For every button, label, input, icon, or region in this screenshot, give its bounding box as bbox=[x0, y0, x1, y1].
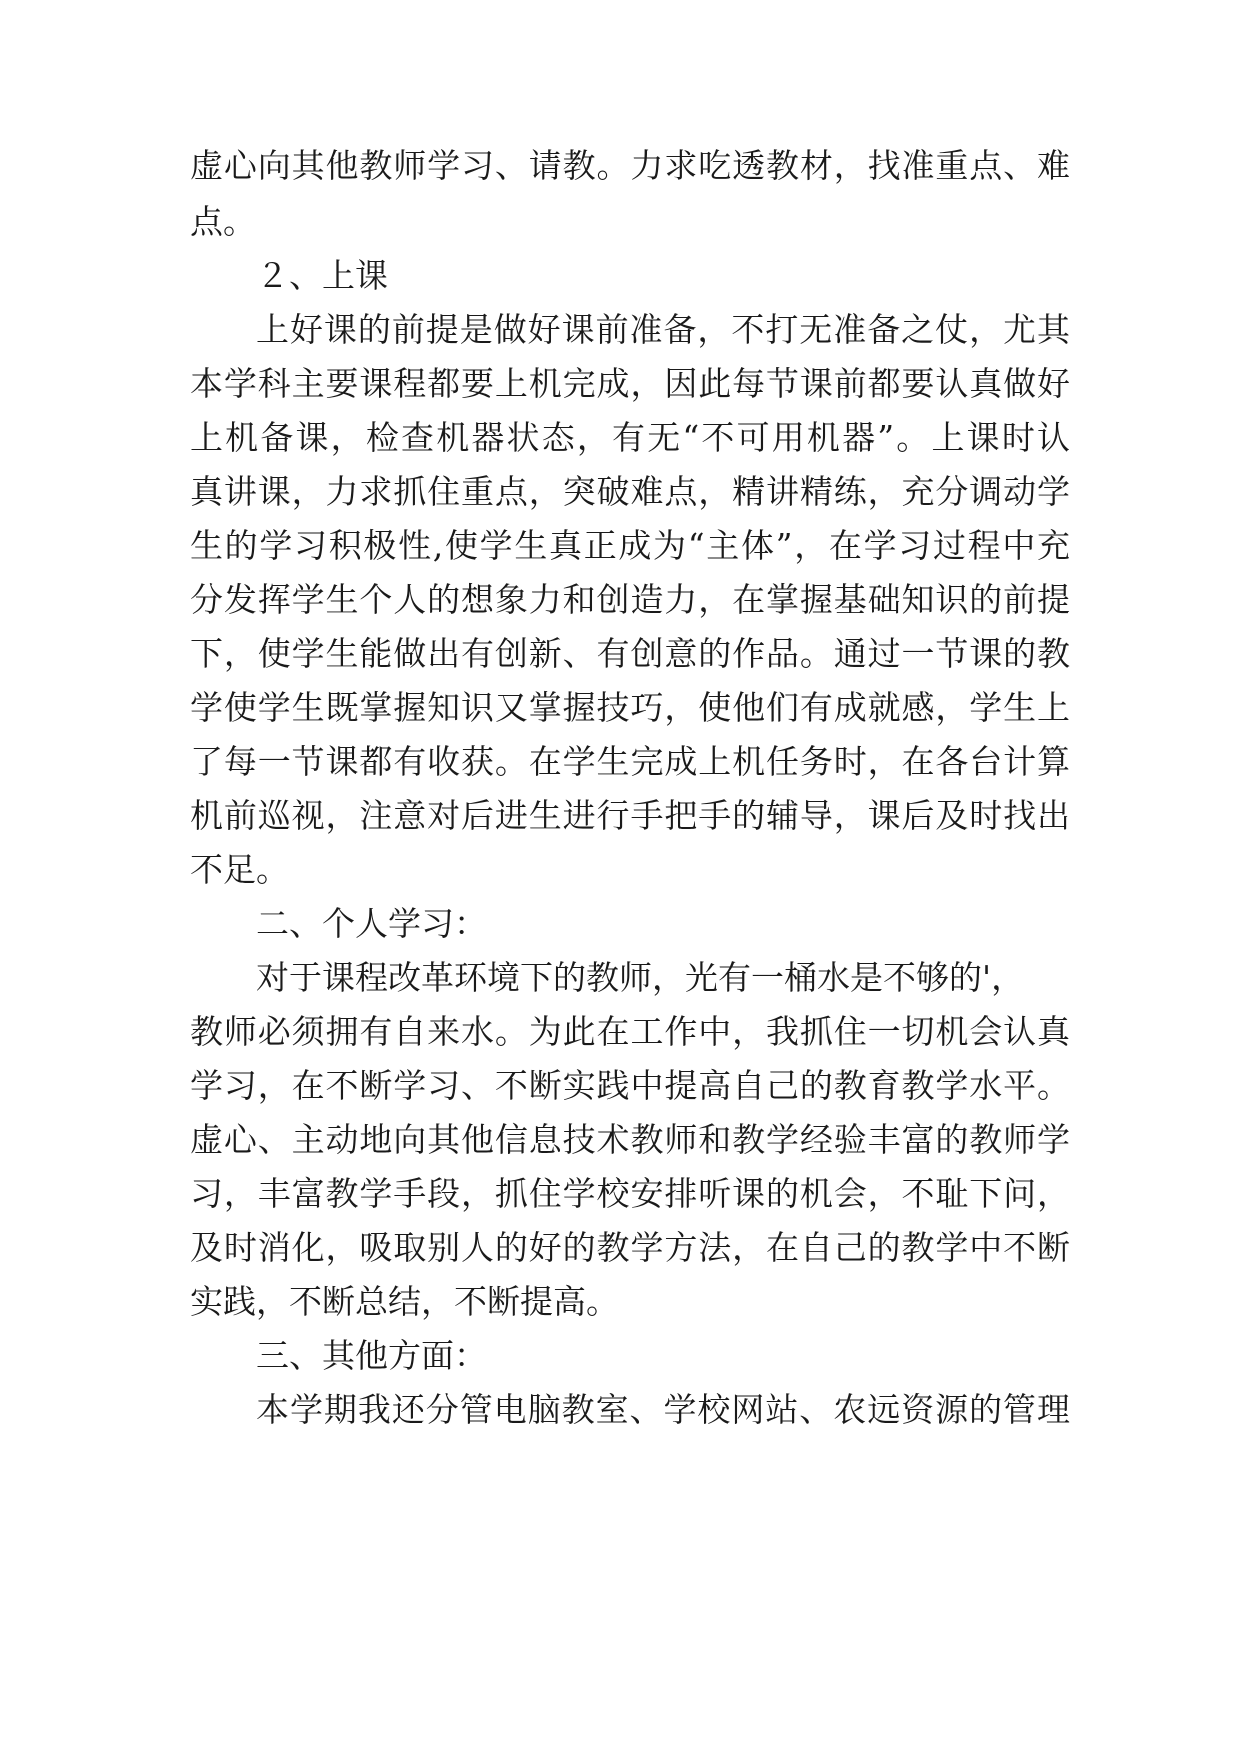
paragraph-line: 学习，在不断学习、不断实践中提高自己的教育教学水平。 bbox=[190, 1066, 1070, 1105]
paragraph-line: 上好课的前提是做好课前准备，不打无准备之仗，尤其 bbox=[256, 310, 1070, 349]
paragraph-line: 本学科主要课程都要上机完成，因此每节课前都要认真做好 bbox=[190, 364, 1070, 403]
paragraph-line: 习，丰富教学手段，抓住学校安排听课的机会，不耻下问， bbox=[190, 1174, 1070, 1213]
section-heading: ２、上课 bbox=[256, 256, 388, 295]
paragraph-line: 本学期我还分管电脑教室、学校网站、农远资源的管理 bbox=[256, 1390, 1070, 1429]
paragraph-line: 实践，不断总结，不断提高。 bbox=[190, 1282, 619, 1321]
paragraph-line: 了每一节课都有收获。在学生完成上机任务时，在各台计算 bbox=[190, 742, 1070, 781]
paragraph-line: 教师必须拥有自来水。为此在工作中，我抓住一切机会认真 bbox=[190, 1012, 1070, 1051]
paragraph-line: 真讲课，力求抓住重点，突破难点，精讲精练，充分调动学 bbox=[190, 472, 1070, 511]
paragraph-line: 对于课程改革环境下的教师，光有一桶水是不够的'， bbox=[256, 958, 1025, 997]
paragraph-line: 下，使学生能做出有创新、有创意的作品。通过一节课的教 bbox=[190, 634, 1070, 673]
section-heading: 二、个人学习： bbox=[256, 904, 487, 943]
paragraph-line: 不足。 bbox=[190, 850, 289, 889]
paragraph-line: 及时消化，吸取别人的好的教学方法，在自己的教学中不断 bbox=[190, 1228, 1070, 1267]
paragraph-line: 分发挥学生个人的想象力和创造力，在掌握基础知识的前提 bbox=[190, 580, 1070, 619]
paragraph-line: 点。 bbox=[190, 202, 256, 241]
paragraph-line: 虚心向其他教师学习、请教。力求吃透教材，找准重点、难 bbox=[190, 146, 1070, 185]
section-heading: 三、其他方面： bbox=[256, 1336, 487, 1375]
paragraph-line: 虚心、主动地向其他信息技术教师和教学经验丰富的教师学 bbox=[190, 1120, 1070, 1159]
paragraph-line: 生的学习积极性,使学生真正成为“主体”，在学习过程中充 bbox=[190, 526, 1070, 565]
paragraph-line: 机前巡视，注意对后进生进行手把手的辅导，课后及时找出 bbox=[190, 796, 1070, 835]
paragraph-line: 上机备课，检查机器状态，有无“不可用机器”。上课时认 bbox=[190, 418, 1070, 457]
paragraph-line: 学使学生既掌握知识又掌握技巧，使他们有成就感，学生上 bbox=[190, 688, 1070, 727]
